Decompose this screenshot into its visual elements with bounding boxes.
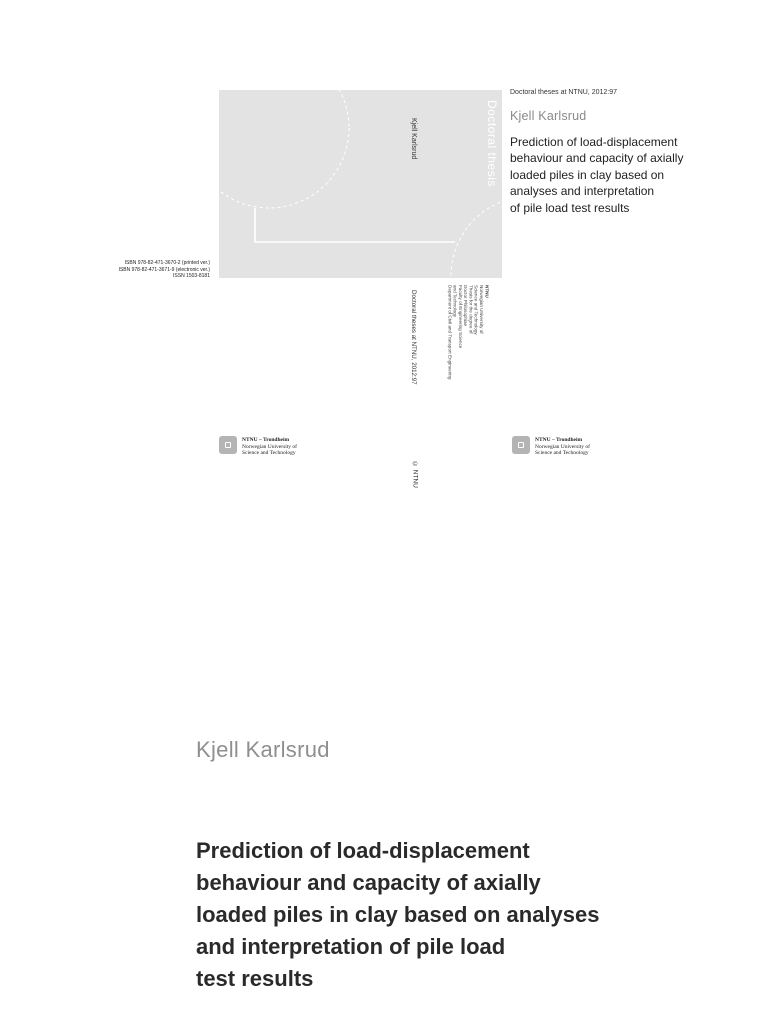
spine-publisher-mark: © NTNU xyxy=(411,461,419,488)
title-page-title-line: Prediction of load-displacement xyxy=(196,838,530,863)
affiliation-line: Thesis for the degree of xyxy=(468,285,474,334)
affiliation-line: Science and Technology xyxy=(473,285,479,335)
ntnu-logo-icon xyxy=(512,436,530,454)
front-ntnu-logo xyxy=(512,436,590,457)
logo-line: Science and Technology xyxy=(242,450,296,457)
logo-name: NTNU – Trondheim xyxy=(535,437,583,443)
spine-author: Kjell Karlsrud xyxy=(410,118,418,160)
back-ntnu-logo xyxy=(219,436,297,457)
logo-name: NTNU – Trondheim xyxy=(242,437,290,443)
front-title-line: analyses and interpretation xyxy=(510,184,655,199)
logo-line: Norwegian University of xyxy=(242,443,297,450)
front-affiliation-block xyxy=(447,285,489,379)
front-title-line: behaviour and capacity of axially xyxy=(510,151,684,166)
cover-gray-panel xyxy=(219,90,502,278)
front-title-line: Prediction of load-displacement xyxy=(510,135,678,149)
logo-line: Norwegian University of xyxy=(535,443,590,450)
affiliation-line: and Technology xyxy=(452,285,458,318)
issn-line: ISSN 1503-8181 xyxy=(173,273,210,279)
title-page-author: Kjell Karlsrud xyxy=(196,737,330,762)
affiliation-line: Doctor Philosophiae xyxy=(463,285,469,327)
affiliation-line: NTNU xyxy=(484,285,490,298)
logo-line: Science and Technology xyxy=(535,450,589,457)
front-title xyxy=(510,134,725,216)
isbn-block xyxy=(119,260,210,280)
title-page-title xyxy=(196,835,716,995)
isbn-line: ISBN 978-82-471-3670-2 (printed ver.) xyxy=(124,260,210,266)
affiliation-line: Faculty of Engineering Science xyxy=(457,285,463,349)
spine-series: Doctoral theses at NTNU, 2012:97 xyxy=(410,290,418,385)
affiliation-line: Norwegian University of xyxy=(478,285,484,334)
decorative-dashed-curves xyxy=(219,90,502,278)
front-vertical-label: Doctoral thesis xyxy=(484,100,499,187)
title-page-title-line: test results xyxy=(196,966,314,991)
title-page-title-line: loaded piles in clay based on analyses xyxy=(196,902,600,927)
title-page-title-line: behaviour and capacity of axially xyxy=(196,870,541,895)
ntnu-logo-icon xyxy=(219,436,237,454)
front-series: Doctoral theses at NTNU, 2012:97 xyxy=(510,89,617,96)
front-author: Kjell Karlsrud xyxy=(510,109,587,123)
front-title-line: loaded piles in clay based on xyxy=(510,167,665,182)
title-page-title-line: and interpretation of pile load xyxy=(196,934,506,959)
affiliation-line: Department of Civil and Transport Engineering xyxy=(447,285,453,380)
front-title-line: of pile load test results xyxy=(510,200,630,215)
isbn-line: ISBN 978-82-471-3671-9 (electronic ver.) xyxy=(118,266,210,273)
